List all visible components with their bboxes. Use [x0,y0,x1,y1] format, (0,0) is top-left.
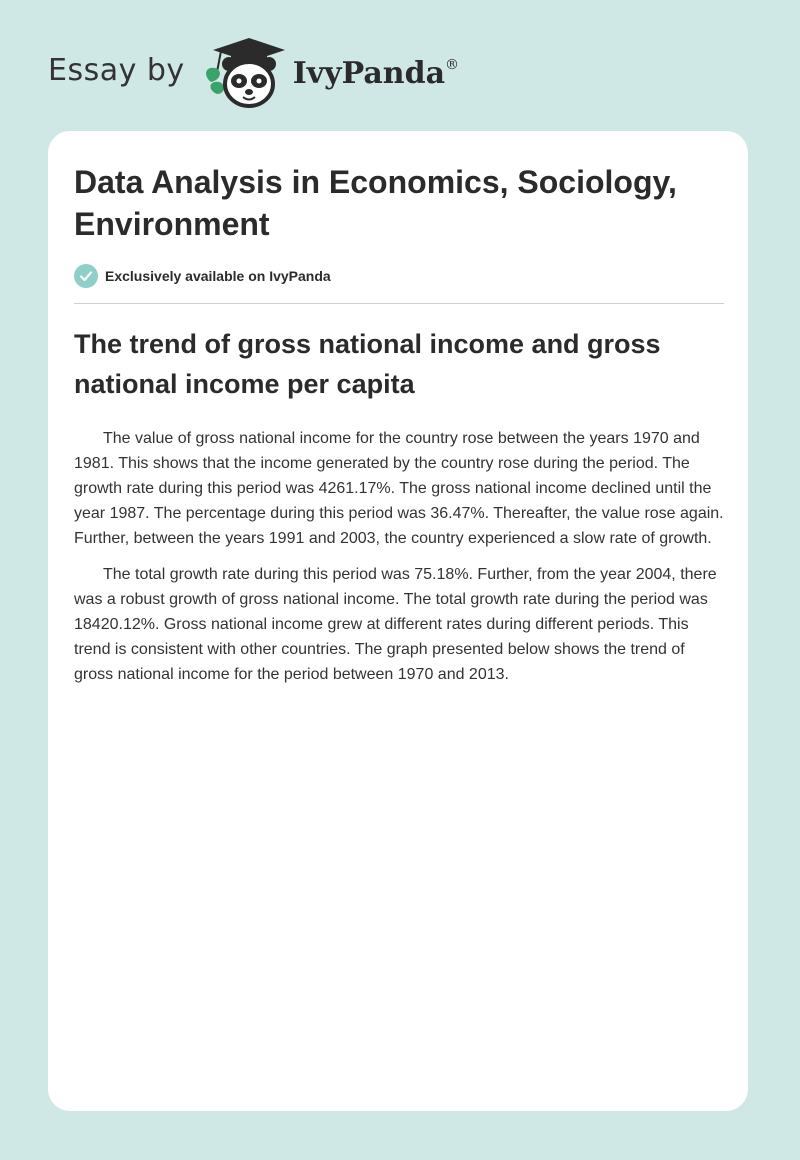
document-title: Data Analysis in Economics, Sociology, Environment [74,164,677,242]
section-heading: The trend of gross national income and gross national income per capita [74,329,661,399]
essay-by-label: Essay by [48,52,185,88]
divider [74,303,724,304]
registered-mark: ® [445,56,460,73]
paragraph: The value of gross national income for the country rose between the years 1970 and 1981. This shows that the income generated by the country rose during the period. The growth rate during this period was 4261.17%. The gross national income declined until the year 1987. The percentage during this period was 36.47%. Thereafter, the value rose again. Further, between the years 1991 and 2003, the country experienced a slow rate of growth. [74,430,724,547]
check-badge-icon [74,264,98,288]
essay-body [74,426,726,698]
site-header [48,34,459,114]
brand-name[interactable]: IvyPanda® [292,55,460,91]
exclusive-label: Exclusively available on IvyPanda [105,268,331,284]
exclusive-notice [74,264,331,288]
paragraph: The total growth rate during this period was 75.18%. Further, from the year 2004, there was a robust growth of gross national income. The total growth rate during the period was 18420.12%. Gross national income grew at different rates during different periods. This trend is consistent with other countries. The graph presented below shows the trend of gross national income for the period between 1970 and 2013. [74,566,717,683]
essay-card [48,131,748,1111]
panda-graduate-logo-icon[interactable] [201,36,291,112]
